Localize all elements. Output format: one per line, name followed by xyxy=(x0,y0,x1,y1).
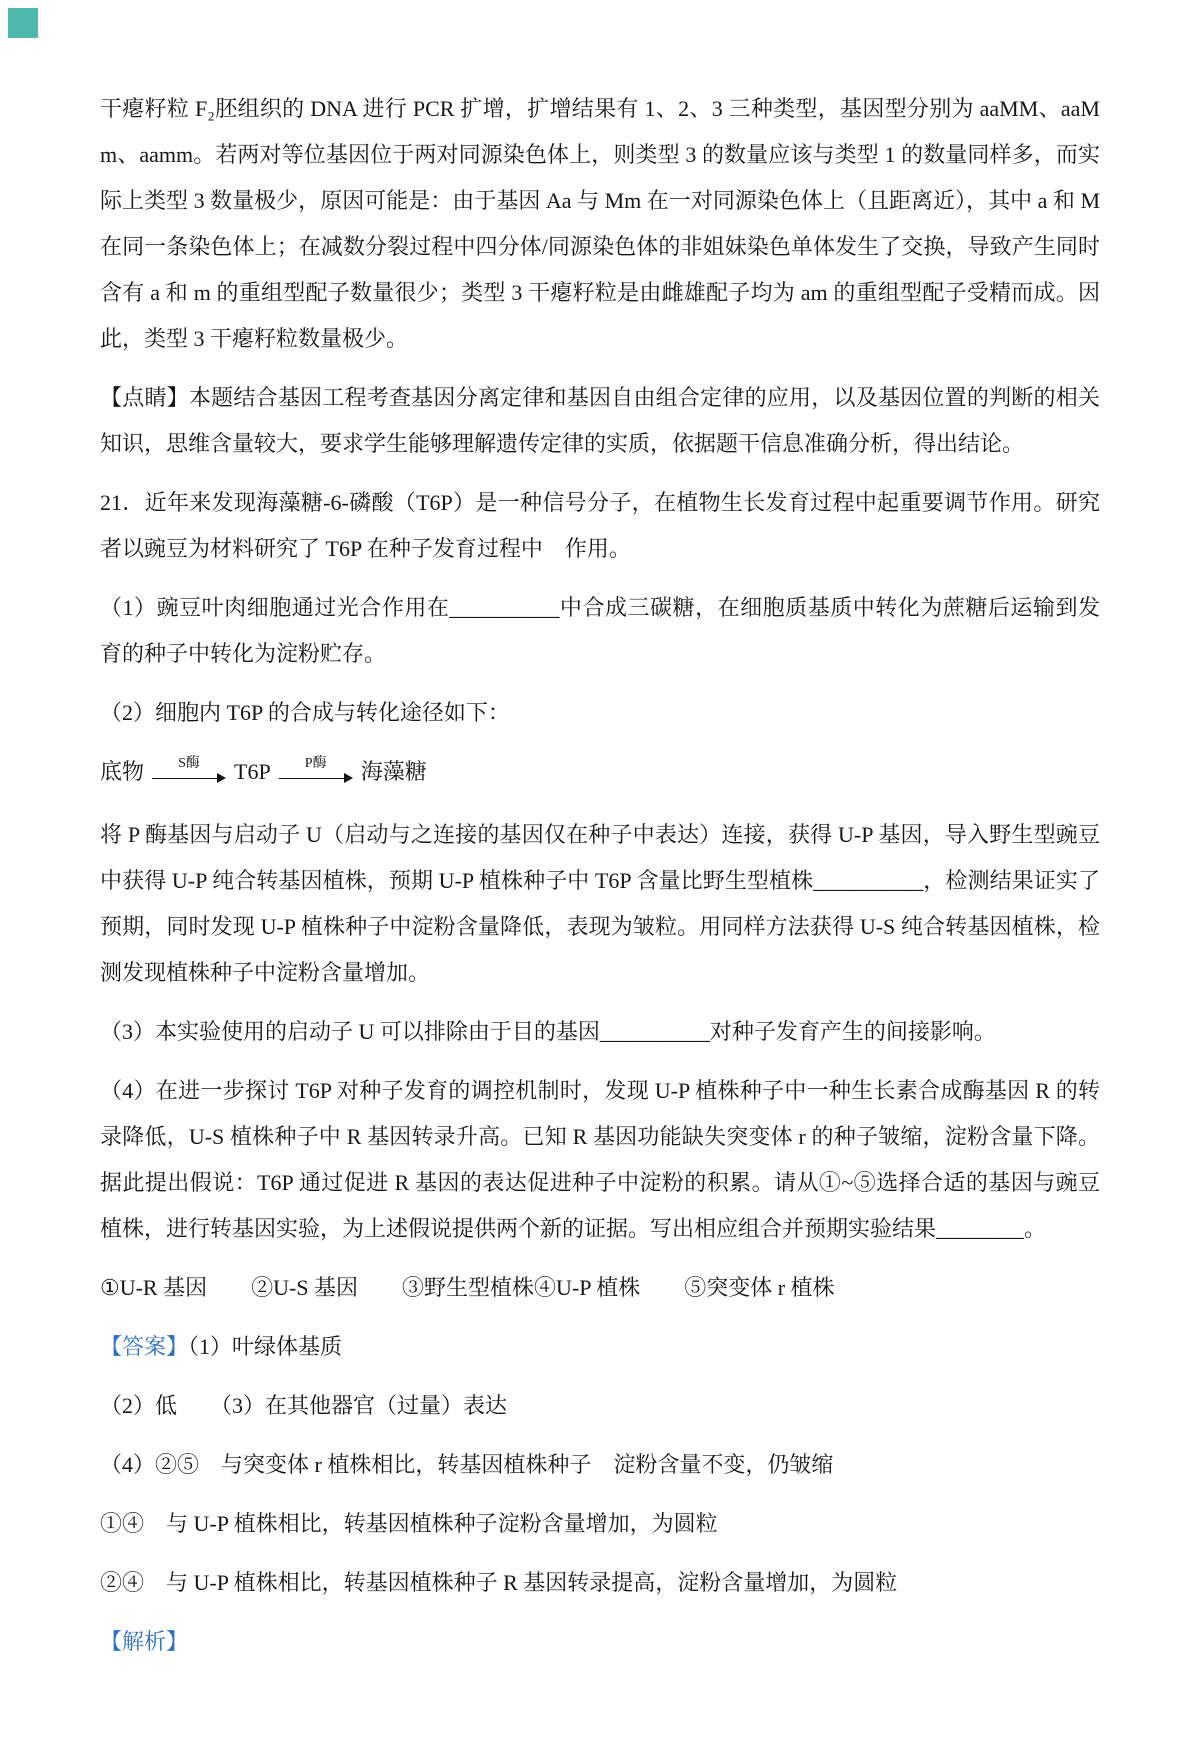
analysis-line xyxy=(100,1619,1100,1665)
paragraph-prev-answer: 干瘪籽粒 F₂胚组织的 DNA 进行 PCR 扩增，扩增结果有 1、2、3 三种类型，基因型分别为 aaMM、aaMm、aamm。若两对等位基因位于两对同源染色体上，则类型 3 的数量应该与类型 1 的数量同样多，而实际上类型 3 数量极少，原因可能是：由于基因 Aa 与 Mm 在一对同源染色体上（且距离近），其中 a 和 M 在同一条染色体上；在减数分裂过程中四分体/同源染色体的非姐妹染色单体发生了交换，导致产生同时含有 a 和 m 的重组型配子数量很少；类型 3 干瘪籽粒是由雌雄配子均为 am 的重组型配子受精而成。因此，类型 3 干瘪籽粒数量极少。 xyxy=(100,96,1100,351)
question-21-part2: （2）细胞内 T6P 的合成与转化途径如下： xyxy=(100,700,510,725)
answer-line-4b: ①④ 与 U-P 植株相比，转基因植株种子淀粉含量增加，为圆粒 xyxy=(100,1511,718,1536)
question-21-part1: （1）豌豆叶肉细胞通过光合作用在__________中合成三碳糖，在细胞质基质中转化为蔗糖后运输到发育的种子中转化为淀粉贮存。 xyxy=(100,595,1100,666)
corner-mark xyxy=(8,8,38,38)
answer-1-text: （1）叶绿体基质 xyxy=(188,1334,343,1359)
answer-label: 【答案】 xyxy=(100,1334,189,1359)
question-21-part4: （4）在进一步探讨 T6P 对种子发育的调控机制时，发现 U-P 植株种子中一种生长素合成酶基因 R 的转录降低，U-S 植株种子中 R 基因转录升高。已知 R 基因功能缺失突变体 r 的种子皱缩，淀粉含量下降。据此提出假说：T6P 通过促进 R 基因的表达促进种子中淀粉的积累。请从①~⑤选择合适的基因与豌豆植株，进行转基因实验，为上述假说提供两个新的证据。写出相应组合并预期实验结果________。 xyxy=(100,1078,1100,1241)
question-21-intro: 21．近年来发现海藻糖-6-磷酸（T6P）是一种信号分子，在植物生长发育过程中起重要调节作用。研究者以豌豆为材料研究了 T6P 在种子发育过程中 作用。 xyxy=(100,490,1100,561)
formula-product: 海藻糖 xyxy=(360,759,427,784)
enzyme-p-label: P酶 xyxy=(304,756,327,771)
answer-line-4c: ②④ 与 U-P 植株相比，转基因植株种子 R 基因转录提高，淀粉含量增加，为圆粒 xyxy=(100,1570,898,1595)
right-arrow-icon xyxy=(152,772,226,784)
analysis-label: 【解析】 xyxy=(100,1629,189,1654)
question-21-part2b: 将 P 酶基因与启动子 U（启动与之连接的基因仅在种子中表达）连接，获得 U-P 基因，导入野生型豌豆中获得 U-P 纯合转基因植株，预期 U-P 植株种子中 T6P 含量比野生型植株__________，检测结果证实了预期，同时发现 U-P 植株种子中淀粉含量降低，表现为皱粒。用同样方法获得 U-S 纯合转基因植株，检测发现植株种子中淀粉含量增加。 xyxy=(100,822,1100,985)
answer-line-2: （2）低 （3）在其他器官（过量）表达 xyxy=(100,1393,508,1418)
right-arrow-icon xyxy=(279,772,353,784)
paragraph-dianjing: 【点睛】本题结合基因工程考查基因分离定律和基因自由组合定律的应用，以及基因位置的判断的相关知识，思维含量较大，要求学生能够理解遗传定律的实质，依据题干信息准确分析，得出结论。 xyxy=(100,385,1100,456)
question-21-part3: （3）本实验使用的启动子 U 可以排除由于目的基因__________对种子发育产生的间接影响。 xyxy=(100,1019,996,1044)
formula-intermediate: T6P xyxy=(234,759,271,784)
answer-line-4a: （4）②⑤ 与突变体 r 植株相比，转基因植株种子 淀粉含量不变，仍皱缩 xyxy=(100,1452,834,1477)
reaction-arrow-p xyxy=(279,756,353,784)
pathway-formula xyxy=(100,749,1100,795)
formula-substrate: 底物 xyxy=(100,759,145,784)
reaction-arrow-s xyxy=(152,756,226,784)
answer-line-1 xyxy=(100,1324,1100,1370)
enzyme-s-label: S酶 xyxy=(178,756,200,771)
question-21-options: ①U-R 基因 ②U-S 基因 ③野生型植株④U-P 植株 ⑤突变体 r 植株 xyxy=(100,1275,835,1300)
